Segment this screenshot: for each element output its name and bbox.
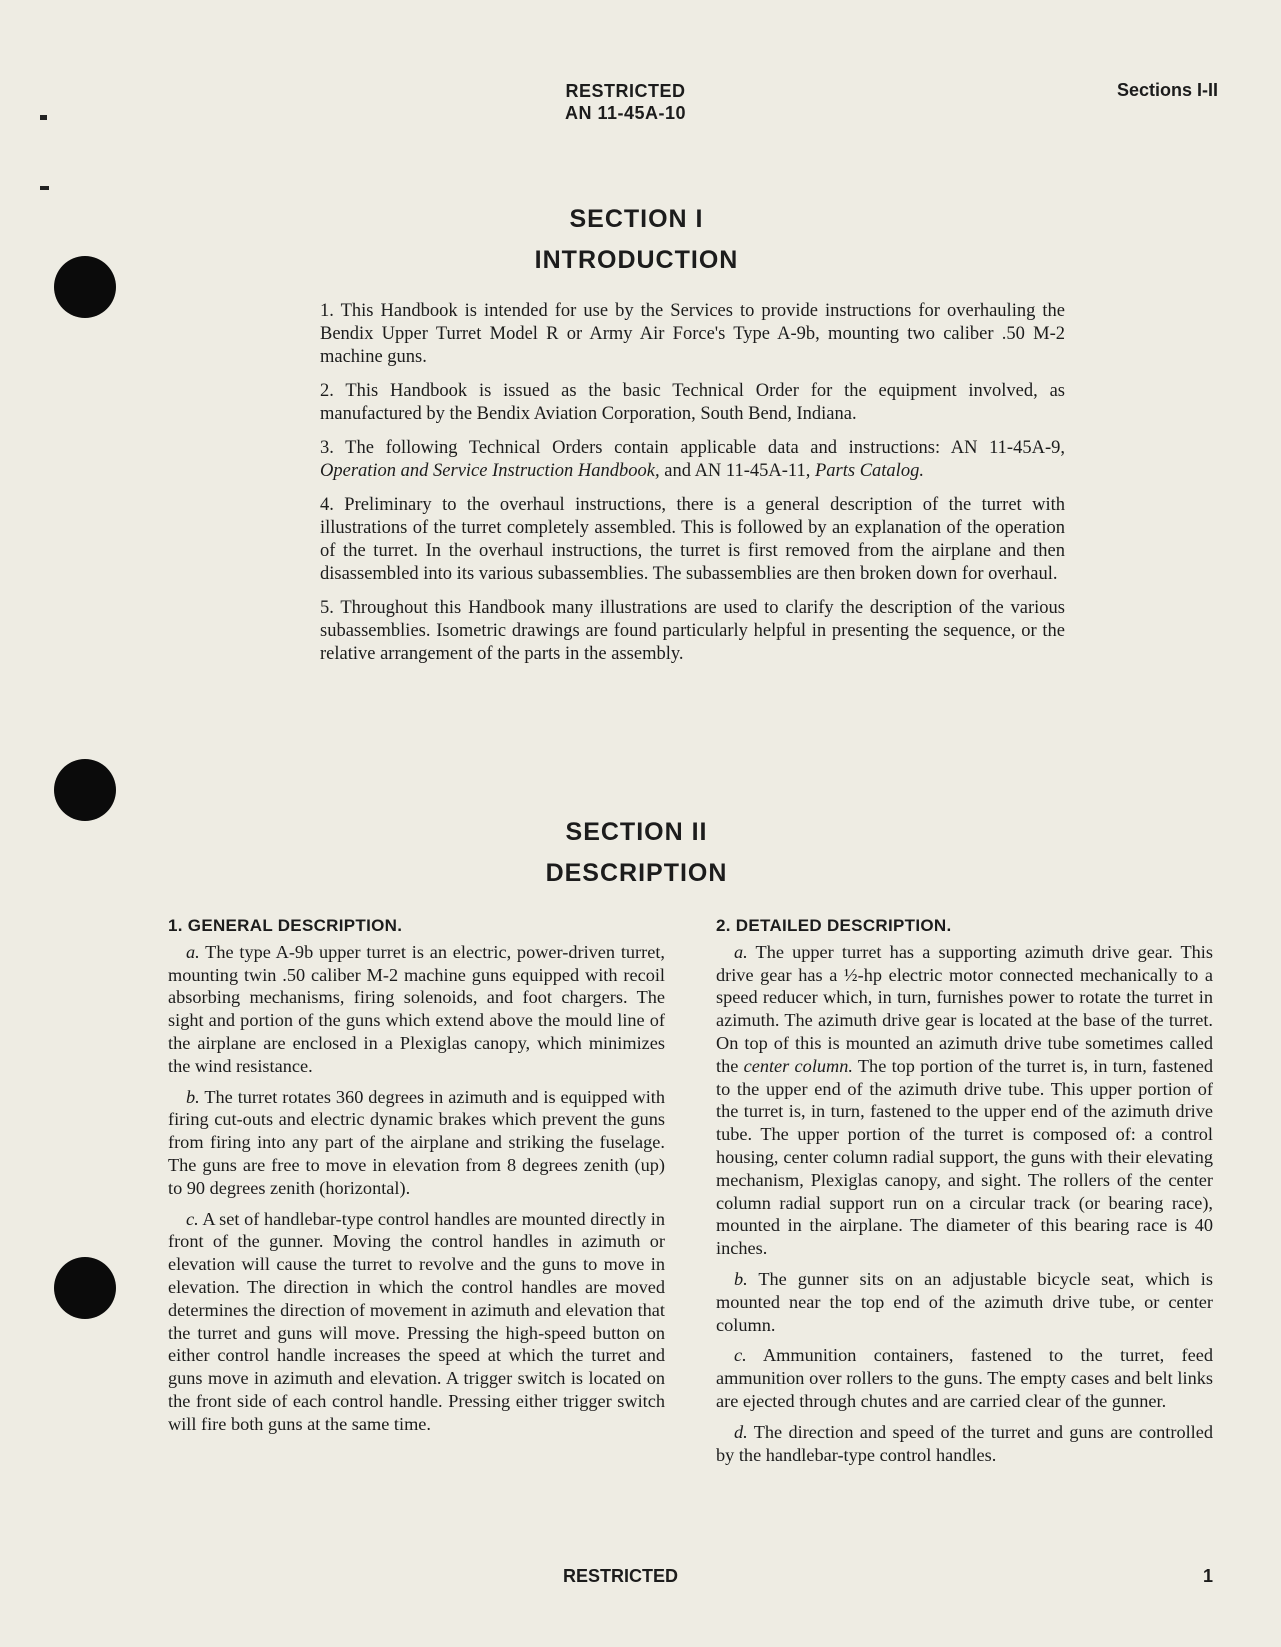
- section2-heading: SECTION II: [565, 818, 708, 846]
- general-description-column: [168, 915, 665, 1444]
- detailed-description-heading: 2. DETAILED DESCRIPTION.: [716, 916, 952, 935]
- introduction-body: [320, 300, 1065, 677]
- punch-hole-middle: [54, 759, 116, 821]
- header-doc-number: AN 11-45A-10: [564, 103, 687, 123]
- margin-mark: [40, 186, 49, 190]
- general-item-b: b. The turret rotates 360 degrees in azimuth and is equipped with firing cut-outs and electric dynamic brakes which prevent the guns from firing into any part of the airplane and striking the fuselage. The guns are free to move in elevation from 8 degrees zenith (up) to 90 degrees zenith (horizontal).: [168, 1086, 665, 1198]
- footer-restricted: RESTRICTED: [562, 1566, 678, 1586]
- detailed-item-c: c. Ammunition containers, fastened to the turret, feed ammunition over rollers to the guns. The empty cases and belt links are ejected through chutes and are carried clear of the gunner.: [716, 1345, 1213, 1411]
- detailed-item-a: a. The upper turret has a supporting azimuth drive gear. This drive gear has a ½-hp electric motor connected mechanically to a speed reducer which, in turn, furnishes power to rotate the turret in azimuth. The azimuth drive gear is located at the base of the turret. On top of this is mounted an azimuth drive tube sometimes called the center column. The top portion of the turret is, in turn, fastened to the upper end of the azimuth drive tube. This upper portion of the turret is, in turn, fastened to the upper end of the azimuth drive tube. The upper portion of the turret is composed of: a control housing, center column radial support, the guns with their elevating mechanism, Plexiglas canopy, and sight. The rollers of the center column radial support run on a circular track (or bearing race), mounted in the airplane. The diameter of this bearing race is 40 inches.: [716, 941, 1213, 1259]
- section1-heading: SECTION I: [569, 205, 704, 233]
- detailed-item-b: b. The gunner sits on an adjustable bicycle seat, which is mounted near the top end of the azimuth drive tube, or center column.: [716, 1268, 1213, 1335]
- general-item-a: a. The type A-9b upper turret is an electric, power-driven turret, mounting twin .50 caliber M-2 machine guns equipped with recoil absorbing mechanisms, firing solenoids, and foot chargers. The sight and portion of the guns which extend above the mould line of the airplane are enclosed in a Plexiglas canopy, which minimizes the wind resistance.: [168, 941, 665, 1076]
- header-restricted: RESTRICTED: [565, 81, 686, 101]
- intro-paragraph-2: 2. This Handbook is issued as the basic Technical Order for the equipment involved, as manufactured by the Bendix Aviation Corporation, South Bend, Indiana.: [320, 381, 1065, 424]
- intro-paragraph-5: 5. Throughout this Handbook many illustrations are used to clarify the description of the various subassemblies. Isometric drawings are found particularly helpful in presenting the sequence, or the relative arrangement of the parts in the assembly.: [320, 598, 1065, 664]
- general-description-heading: 1. GENERAL DESCRIPTION.: [168, 916, 403, 935]
- detailed-description-column: [716, 915, 1213, 1474]
- reference-parts-catalog: Parts Catalog.: [814, 461, 924, 481]
- section2-title: DESCRIPTION: [545, 859, 728, 887]
- section1-title: INTRODUCTION: [534, 246, 739, 274]
- general-item-c: c. A set of handlebar-type control handles are mounted directly in front of the gunner. Moving the control handles in azimuth or elevation will cause the turret to revolve and the guns to move in elevation. The direction in which the control handles are moved determines the direction of movement in azimuth and elevation that the turret and guns will move. Pressing the high-speed button on either control handle increases the speed at which the turret and guns move in azimuth and elevation. A trigger switch is located on the front side of each control handle. Pressing either trigger switch will fire both guns at the same time.: [168, 1208, 665, 1434]
- reference-operation-handbook: Operation and Service Instruction Handbook,: [320, 461, 660, 481]
- page-number: 1: [1202, 1566, 1213, 1586]
- term-center-column: center column.: [743, 1055, 853, 1076]
- intro-paragraph-4: 4. Preliminary to the overhaul instructions, there is a general description of the turret with illustrations of the turret completely assembled. This is followed by an explanation of the operation of the turret. In the overhaul instructions, the turret is first removed from the airplane and then disassembled into its various subassemblies. The subassemblies are then broken down for overhaul.: [320, 495, 1065, 584]
- intro-paragraph-1: 1. This Handbook is intended for use by the Services to provide instructions for overhauling the Bendix Upper Turret Model R or Army Air Force's Type A-9b, mounting two caliber .50 M-2 machine guns.: [320, 301, 1065, 367]
- detailed-item-d: d. The direction and speed of the turret and guns are controlled by the handlebar-type control handles.: [716, 1421, 1213, 1465]
- punch-hole-bottom: [54, 1257, 116, 1319]
- page-header: [0, 80, 1281, 124]
- header-sections: Sections I-II: [1116, 80, 1218, 100]
- intro-paragraph-3: 3. The following Technical Orders contain applicable data and instructions: AN 11-45A-9, Operation and Service Instruction Handbook, and AN 11-45A-11, Parts Catalog.: [320, 438, 1065, 481]
